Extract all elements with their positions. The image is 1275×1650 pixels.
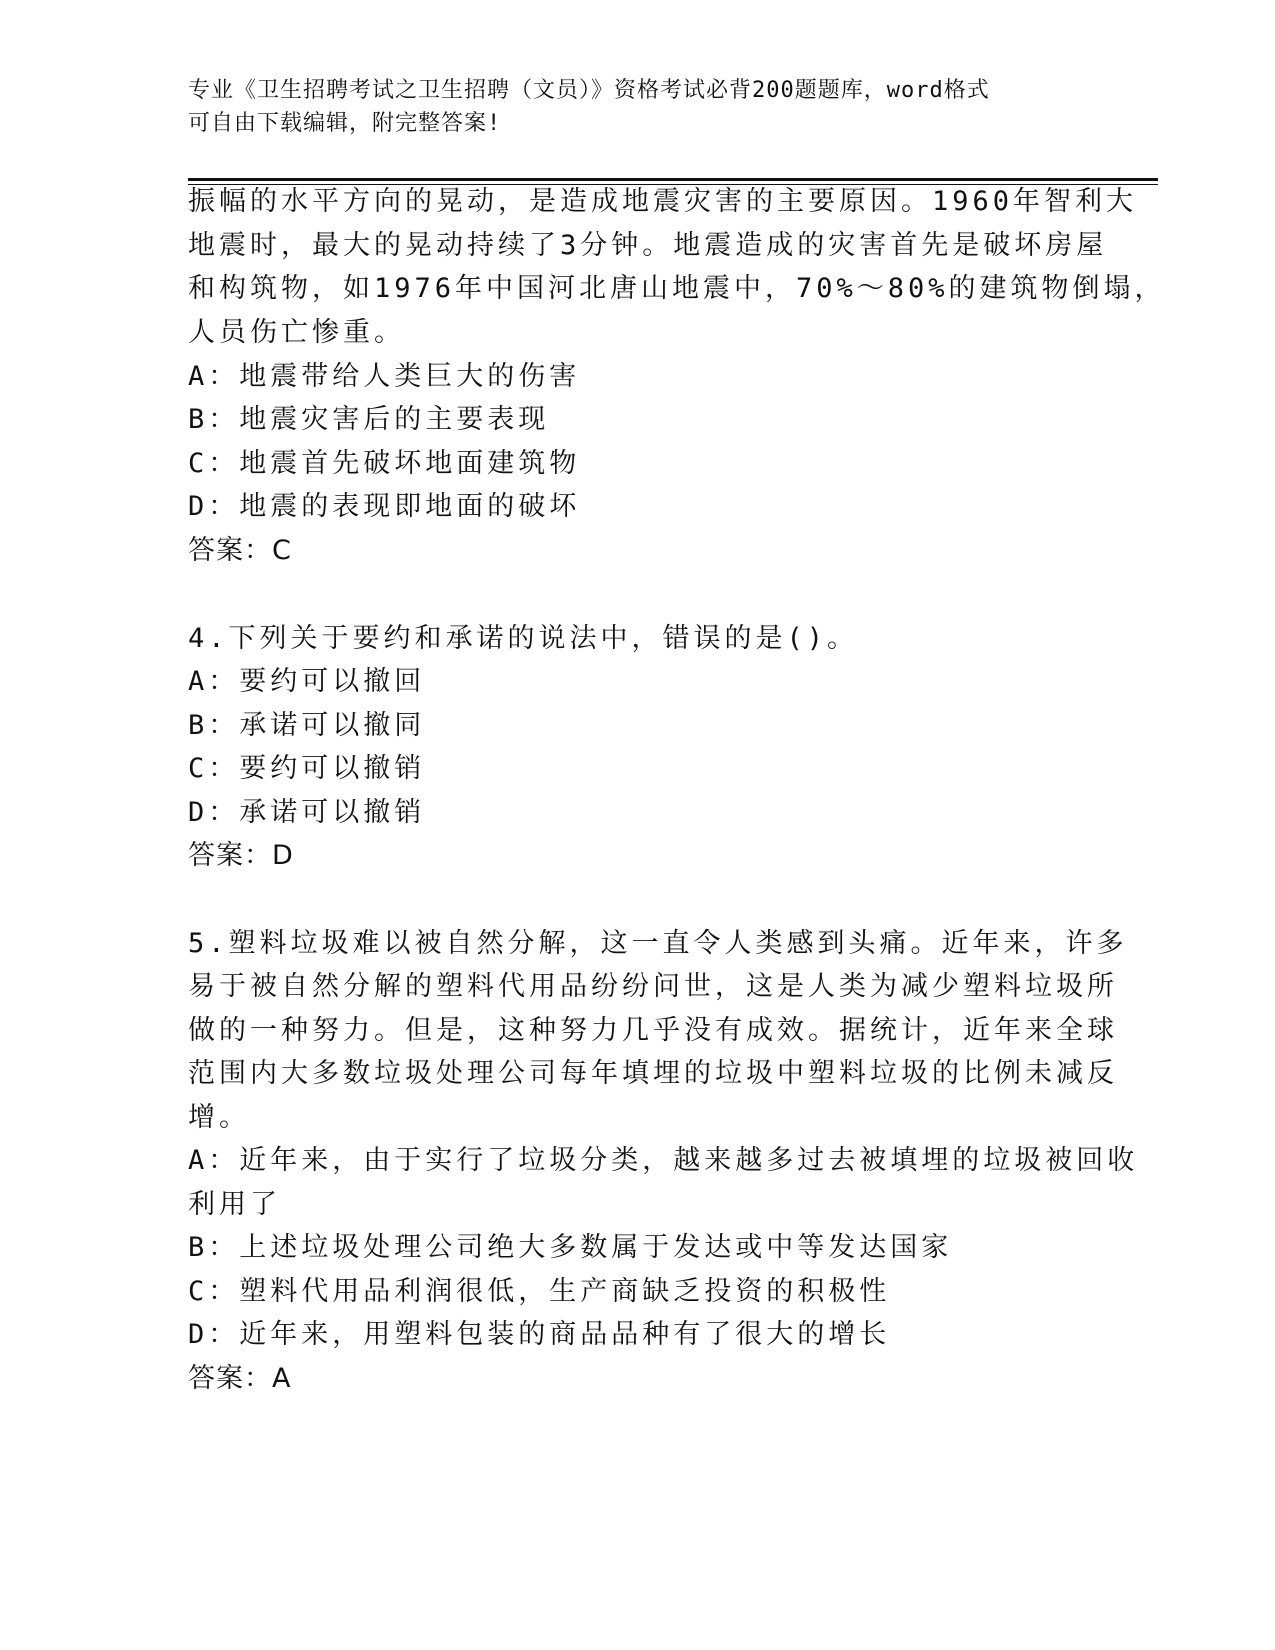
q5-stem-line-5: 增。 [188,1102,250,1133]
q5-option-b: B：上述垃圾处理公司绝大多数属于发达或中等发达国家 [188,1232,953,1263]
q4-answer: 答案：D [188,840,294,871]
q5-option-c: C：塑料代用品利润很低，生产商缺乏投资的积极性 [188,1276,891,1307]
q3-stem-line-1: 振幅的水平方向的晃动，是造成地震灾害的主要原因。1960年智利大 [188,186,1138,217]
header-title-line-1: 专业《卫生招聘考试之卫生招聘（文员）》资格考试必背200题题库，word格式 [188,78,990,103]
q3-stem-line-2: 地震时，最大的晃动持续了3分钟。地震造成的灾害首先是破坏房屋 [188,230,1108,261]
q5-option-a: A：近年来，由于实行了垃圾分类，越来越多过去被填埋的垃圾被回收 [188,1145,1139,1176]
q4-option-c: C：要约可以撤销 [188,753,426,784]
q3-stem-line-4: 人员伤亡惨重。 [188,317,405,348]
q5-answer: 答案：A [188,1363,292,1394]
q5-option-a-continued: 利用了 [188,1189,281,1220]
q5-option-d: D：近年来，用塑料包装的商品品种有了很大的增长 [188,1319,891,1350]
q3-option-a: A：地震带给人类巨大的伤害 [188,361,581,392]
q3-option-c: C：地震首先破坏地面建筑物 [188,448,581,479]
q4-option-d: D：承诺可以撤销 [188,797,426,828]
q3-option-d: D：地震的表现即地面的破坏 [188,491,581,522]
q5-stem-line-2: 易于被自然分解的塑料代用品纷纷问世，这是人类为减少塑料垃圾所 [188,971,1118,1002]
header-title-line-2: 可自由下载编辑，附完整答案! [188,111,502,136]
header-divider-thick [188,178,1158,181]
q3-option-b: B：地震灾害后的主要表现 [188,404,550,435]
q5-stem-line-3: 做的一种努力。但是，这种努力几乎没有成效。据统计，近年来全球 [188,1015,1118,1046]
document-header [188,74,1088,140]
q4-option-b: B：承诺可以撤同 [188,710,426,741]
q4-option-a: A：要约可以撤回 [188,666,426,697]
q5-stem-line-1: 5.塑料垃圾难以被自然分解，这一直令人类感到头痛。近年来，许多 [188,928,1128,959]
q4-stem-line-1: 4.下列关于要约和承诺的说法中，错误的是()。 [188,623,859,654]
q3-stem-line-3: 和构筑物，如1976年中国河北唐山地震中，70%～80%的建筑物倒塌， [188,273,1166,304]
q3-answer: 答案：C [188,535,292,566]
q5-stem-line-4: 范围内大多数垃圾处理公司每年填埋的垃圾中塑料垃圾的比例未减反 [188,1058,1118,1089]
